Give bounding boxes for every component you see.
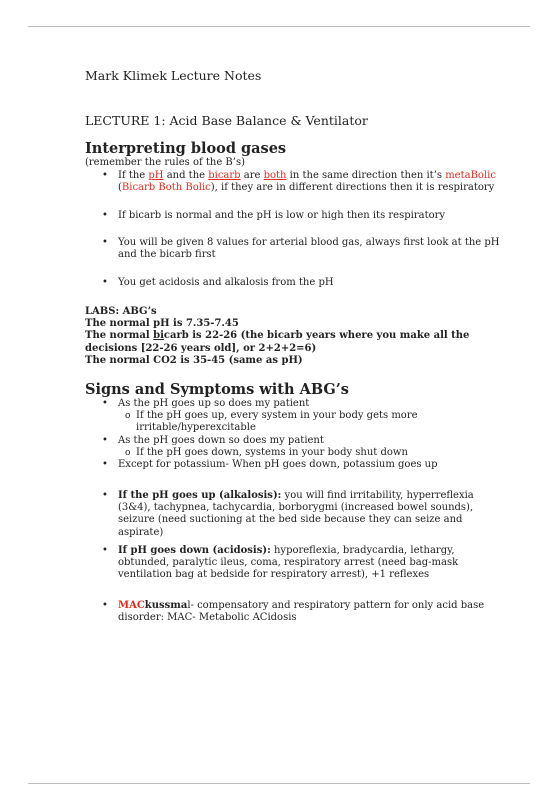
list-item: • MACkussmal- compensatory and respiratory pattern for only acid base disorder: MAC- Metabolic ACidosis	[85, 600, 505, 624]
interpreting-list-3	[85, 237, 505, 261]
top-rule	[28, 26, 530, 27]
both-link: both	[263, 170, 287, 181]
interpreting-list-2	[85, 210, 505, 222]
sub-list-item: o If the pH goes down, systems in your body shut down	[85, 447, 505, 459]
list-item: • If the pH goes up (alkalosis): you will find irritability, hyperreflexia (3&4), tachypnea, tachycardia, borborygmi (increased bowel sounds), seizure (need suctioning at the bed side because they can seize and aspirate)	[85, 490, 505, 539]
normal-co2: The normal CO2 is 35-45 (same as pH)	[85, 354, 303, 366]
signs-list	[85, 398, 505, 471]
list-item: • Except for potassium- When pH goes down, potassium goes up	[85, 459, 505, 471]
list-item: • You get acidosis and alkalosis from the pH	[85, 277, 505, 289]
author-line: Mark Klimek Lecture Notes	[85, 68, 262, 83]
mnemonic-text: Bicarb Both Bolic	[121, 182, 211, 194]
lecture-title: LECTURE 1: Acid Base Balance & Ventilator	[85, 113, 368, 128]
list-item: • As the pH goes down so does my patient o If the pH goes down, systems in your body shut down	[85, 435, 505, 459]
list-item: • As the pH goes up so does my patient o If the pH goes up, every system in your body gets more irritable/hyperexcitable	[85, 398, 505, 435]
sub-list-item: o If the pH goes up, every system in your body gets more irritable/hyperexcitable	[85, 410, 505, 434]
acidosis-item	[85, 545, 505, 582]
labs-section	[85, 306, 505, 367]
ph-link: pH	[148, 170, 164, 181]
list-item: • If the pH and the bicarb are both in the same direction then it’s metaBolic (Bicarb Both Bolic), if they are in different directions then it is respiratory	[85, 170, 505, 194]
list-item: • If bicarb is normal and the pH is low or high then its respiratory	[85, 210, 505, 222]
rules-subheading: (remember the rules of the B’s)	[85, 157, 245, 168]
list-item: • If pH goes down (acidosis): hyporeflexia, bradycardia, lethargy, obtunded, paralytic ileus, coma, respiratory arrest (need bag-mask ventilation bag at bedside for respiratory arrest), +1 reflexes	[85, 545, 505, 582]
bicarb-link: bicarb	[208, 170, 241, 181]
labs-title: LABS: ABG’s	[85, 306, 157, 317]
list-item: • You will be given 8 values for arterial blood gas, always first look at the pH and the bicarb first	[85, 237, 505, 261]
interpreting-list	[85, 170, 505, 194]
normal-ph: The normal pH is 7.35-7.45	[85, 318, 239, 330]
bottom-rule	[28, 783, 530, 784]
kussmaul-item	[85, 600, 505, 624]
alkalosis-item	[85, 490, 505, 539]
normal-bicarb: The normal bicarb is 22-26 (the bicarb years where you make all the decisions [22-26 years old], or 2+2+2=6)	[85, 330, 470, 354]
signs-heading: Signs and Symptoms with ABG’s	[85, 381, 349, 398]
interpreting-heading: Interpreting blood gases	[85, 140, 287, 157]
metabolic-word: metaBolic	[445, 170, 496, 181]
interpreting-list-4	[85, 277, 505, 289]
